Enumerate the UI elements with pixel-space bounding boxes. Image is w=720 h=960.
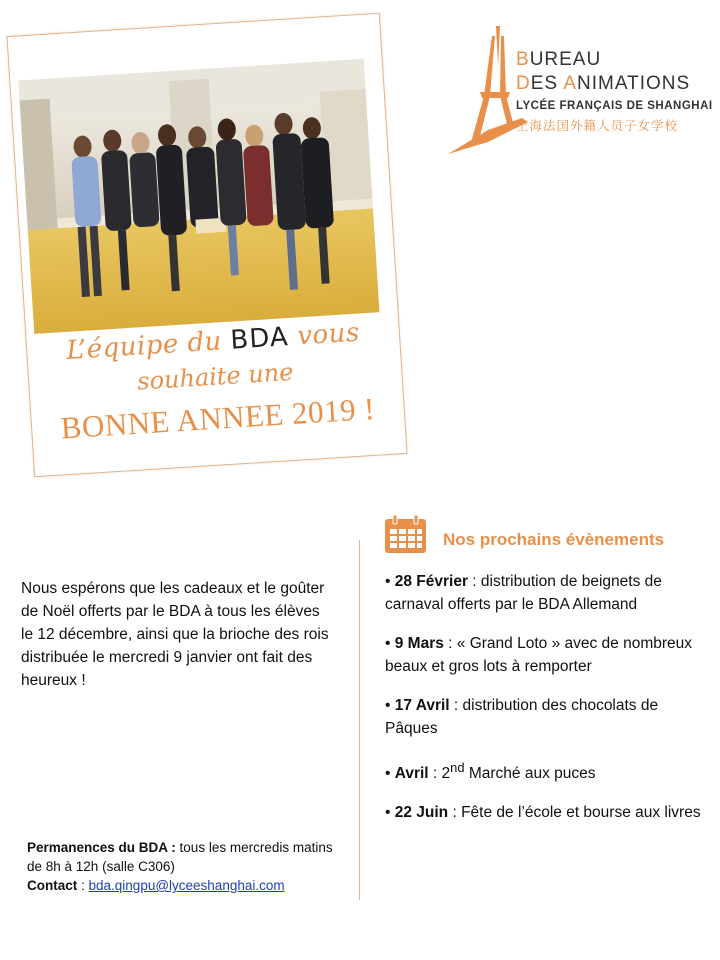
team-photo — [18, 59, 379, 334]
logo-title-bureau: BUREAU — [516, 49, 602, 70]
logo-school-name-chinese: 上海法国外籍人员子女学校 — [516, 119, 679, 133]
caption-line-1: L’équipe du BDA vous — [65, 317, 361, 367]
permanences-label: Permanences du BDA : — [27, 840, 176, 855]
events-title: Nos prochains évènements — [443, 530, 665, 549]
event-item: • 9 Mars : « Grand Loto » avec de nombreux beaux et gros lots à remporter — [385, 635, 693, 675]
event-item: • 22 Juin : Fête de l’école et bourse aux livres — [385, 804, 701, 822]
contact-label: Contact — [27, 878, 78, 893]
events-list — [385, 570, 705, 840]
caption-headline: BONNE ANNEE 2019 ! — [59, 390, 377, 446]
event-item: • Avril : 2nd Marché aux puces — [385, 760, 596, 783]
contact-email-link[interactable]: bda.qingpu@lyceeshanghai.com — [88, 878, 285, 893]
logo-title-animations: DES ANIMATIONS — [516, 73, 691, 94]
calendar-icon — [384, 514, 427, 554]
polaroid-card — [6, 13, 407, 478]
intro-paragraph: Nous espérons que les cadeaux et le goûter de Noël offerts par le BDA à tous les élèves le 12 décembre, ainsi que la brioche des rois distribuée le mercredi 9 janvier ont fait des heureux ! — [21, 580, 329, 689]
permanences-block: Permanences du BDA : tous les mercredis matins de 8h à 12h (salle C306) Contact : bda.qingpu@lyceeshanghai.com — [27, 840, 333, 893]
logo-school-name: LYCÉE FRANÇAIS DE SHANGHAI — [516, 100, 713, 112]
column-divider — [359, 540, 360, 900]
caption-line-2: souhaite une — [136, 357, 295, 396]
event-item: • 28 Février : distribution de beignets de carnaval offerts par le BDA Allemand — [385, 573, 662, 613]
event-item: • 17 Avril : distribution des chocolats de Pâques — [385, 697, 659, 737]
bda-logo — [448, 26, 713, 156]
